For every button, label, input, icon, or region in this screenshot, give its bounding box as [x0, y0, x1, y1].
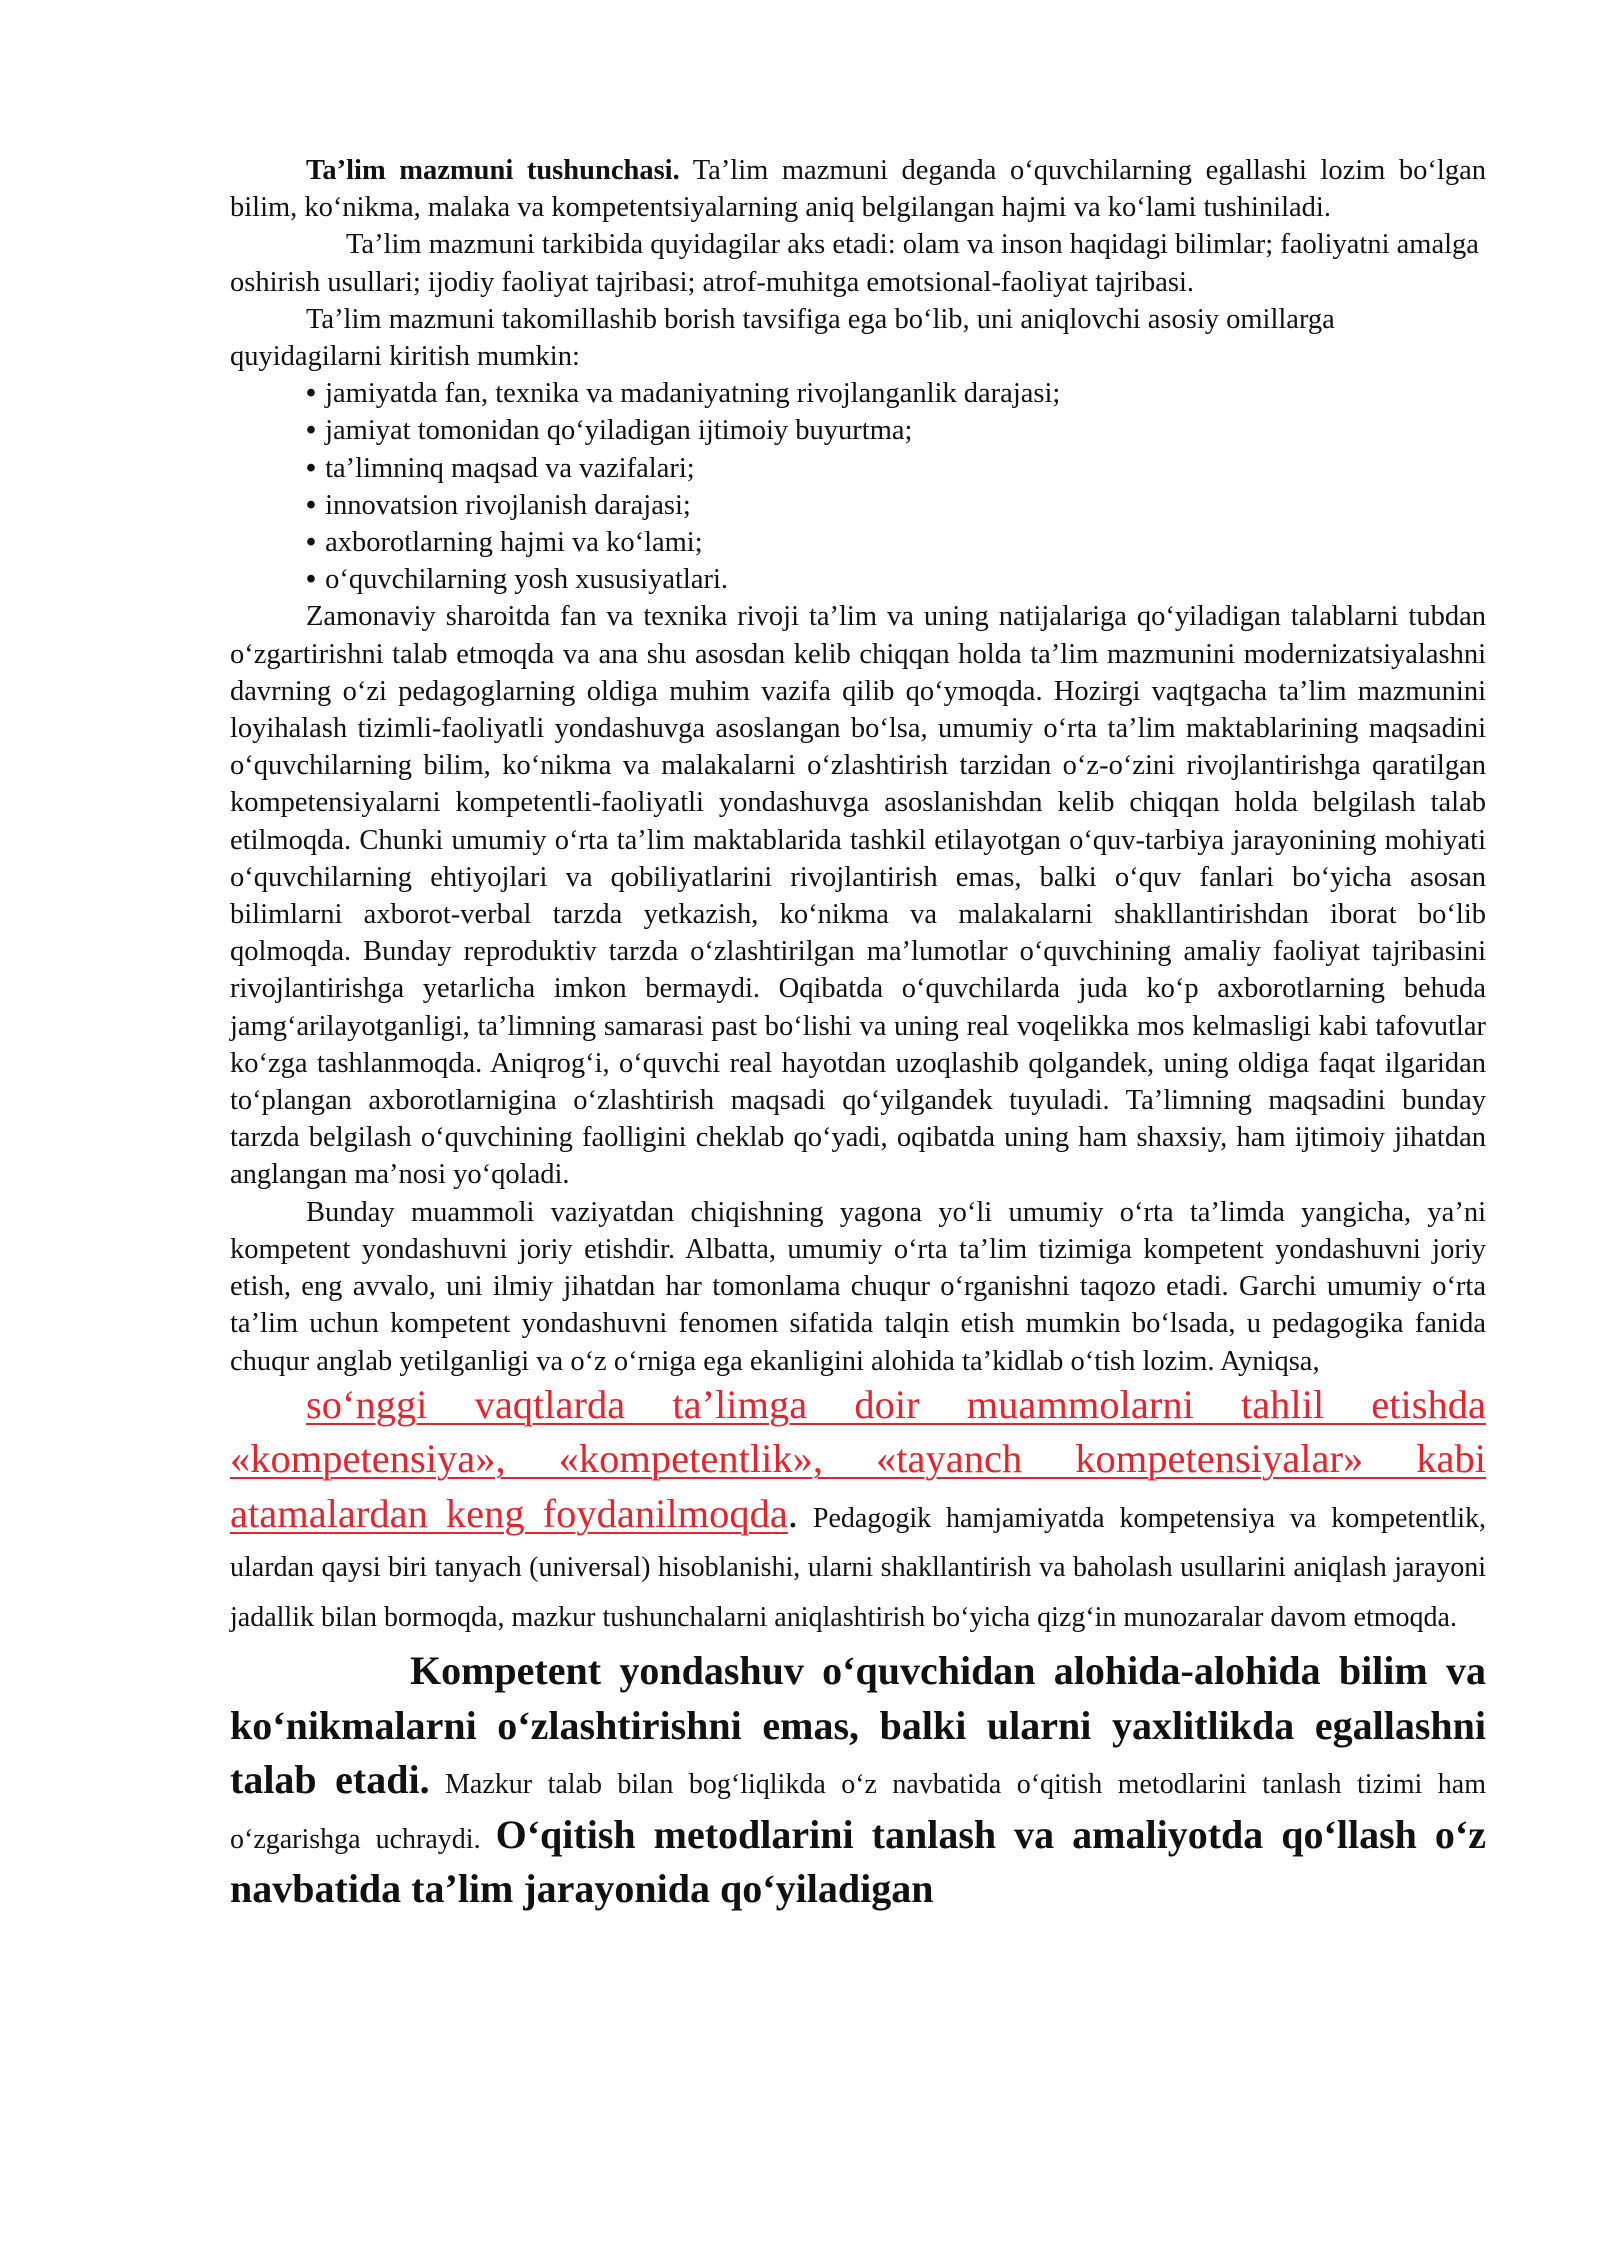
list-item [306, 412, 1486, 449]
list-item-text: innovatsion rivojlanish darajasi; [325, 489, 691, 521]
list-item-text: axborotlarning hajmi va ko‘lami; [325, 527, 703, 559]
section-heading: Ta’lim mazmuni tushunchasi [306, 155, 673, 186]
highlighted-text: so‘nggi vaqtlarda ta’limga doir muammolarni tahlil etishda «kompetensiya», «kompetentlik», «tayanch kompetensiyalar» kabi atamalardan keng foydanilmoqda [230, 1381, 1486, 1536]
bullet-icon: • [306, 378, 316, 410]
paragraph-factors-intro: Ta’lim mazmuni takomillashib borish tavsifiga ega bo‘lib, uni aniqlovchi asosiy omillarga quyidagilarni kiritish mumkin: [230, 303, 1335, 373]
heading-period: . [672, 155, 680, 186]
list-item [306, 487, 1486, 524]
paragraph-terms-text: Pedagogik hamjamiyatda kompetensiya va kompetentlik, ulardan qaysi biri tanyach (universal) hisoblanishi, ularni shakllantirish va baholash usullarini aniqlash jarayoni jadallik bilan bormoqda, mazkur tushunchalarni aniqlashtirish bo‘yicha qizg‘in munozaralar davom etmoqda. [230, 1502, 1487, 1633]
bold-statement-2: O‘qitish metodlarini tanlash va amaliyotda qo‘llash o‘z navbatida ta’lim jarayonida qo‘yiladigan [230, 1811, 1486, 1912]
list-item-text: ta’limninq maqsad va vazifalari; [325, 452, 695, 484]
list-item [306, 524, 1486, 561]
bullet-icon: • [306, 527, 316, 559]
factors-list [230, 375, 1486, 598]
bullet-icon: • [306, 489, 316, 521]
list-item-text: jamiyatda fan, texnika va madaniyatning rivojlanganlik darajasi; [325, 378, 1061, 410]
highlight-period: . [787, 1490, 798, 1536]
document-page [230, 152, 1486, 1919]
definition-text: Ta’lim mazmuni deganda o‘quvchilarning egallashi lozim bo‘lgan bilim, ko‘nikma, malaka va kompetentsiyalarning aniq belgilangan hajmi va ko‘lami tushiniladi. [230, 155, 1486, 224]
paragraph-terms-highlight [230, 1380, 1486, 1643]
list-item-text: jamiyat tomonidan qo‘yiladigan ijtimoiy buyurtma; [325, 415, 913, 447]
bullet-icon: • [306, 564, 316, 596]
paragraph-modern-conditions: Zamonaviy sharoitda fan va texnika rivoji ta’lim va uning natijalariga qo‘yiladigan talablarni tubdan o‘zgartirishni talab etmoqda va ana shu asosdan kelib chiqqan holda ta’lim mazmunini modernizatsiyalashni davrning o‘zi pedagoglarning oldiga muhim vazifa qilib qo‘ymoqda. Hozirgi vaqtgacha ta’lim mazmunini loyihalash tizimli-faoliyatli yondashuvga asoslangan bo‘lsa, umumiy o‘rta ta’lim maktablarining maqsadini o‘quvchilarning bilim, ko‘nikma va malakalarni o‘zlashtirish tarzidan o‘z-o‘zini rivojlantirishga qaratilgan kompetensiyalarni kompetentli-faoliyatli yondashuvga asoslanishdan kelib chiqqan holda belgilash talab etilmoqda. Chunki umumiy o‘rta ta’lim maktablarida tashkil etilayotgan o‘quv-tarbiya jarayonining mohiyati o‘quvchilarning ehtiyojlari va qobiliyatlarini rivojlantirish emas, balki o‘quv fanlari bo‘yicha asosan bilimlarni axborot-verbal tarzda yetkazish, ko‘nikma va malakalarni shakllantirishdan iborat bo‘lib qolmoqda. Bunday reproduktiv tarzda o‘zlashtirilgan ma’lumotlar o‘quvchining amaliy faoliyat tajribasini rivojlantirishga yetarlicha imkon bermaydi. Oqibatda o‘quvchilarda juda ko‘p axborotlarning behuda jamg‘arilayotganligi, ta’limning samarasi past bo‘lishi va uning real voqelikka mos kelmasligi kabi tafovutlar ko‘zga tashlanmoqda. Aniqrog‘i, o‘quvchi real hayotdan uzoqlashib qolgandek, uning oldiga faqat ilgaridan to‘plangan axborotlarnigina o‘zlashtirish maqsadi qo‘yilgandek tuyuladi. Ta’limning maqsadini bunday tarzda belgilash o‘quvchining faolligini cheklab qo‘yadi, oqibatda uning ham shaxsiy, ham ijtimoiy jihatdan anglangan ma’nosi yo‘qoladi. [230, 601, 1486, 1191]
list-item-text: o‘quvchilarning yosh xususiyatlari. [325, 564, 729, 596]
paragraph-methods [230, 1646, 1486, 1919]
list-item [306, 375, 1486, 412]
paragraph-definition [230, 152, 1486, 226]
paragraph-content-composition: Ta’lim mazmuni tarkibida quyidagilar aks etadi: olam va inson haqidagi bilimlar; faoliyatni amalga oshirish usullari; ijodiy faoliyat tajribasi; atrof-muhitga emotsional-faoliyat tajribasi. [230, 229, 1479, 298]
bullet-icon: • [306, 452, 316, 484]
list-item [306, 561, 1486, 598]
methods-text: Mazkur talab bilan bog‘liqlikda o‘z navbatida o‘qitish metodlarini tanlash tizimi ham o‘zgarishga uchraydi. [230, 1769, 1486, 1855]
bullet-icon: • [306, 415, 316, 447]
list-item [306, 450, 1486, 487]
bold-statement-1: Kompetent yondashuv o‘quvchidan alohida-alohida bilim va ko‘nikmalarni o‘zlashtirishni emas, balki ularni yaxlitlikda egallashni talab etadi. [230, 1648, 1486, 1803]
paragraph-competent-approach: Bunday muammoli vaziyatdan chiqishning yagona yo‘li umumiy o‘rta ta’limda yangicha, ya’ni kompetent yondashuvni joriy etishdir. Albatta, umumiy o‘rta ta’lim tizimiga kompetent yondashuvni joriy etish, eng avvalo, uni ilmiy jihatdan har tomonlama chuqur o‘rganishni taqozo etadi. Garchi umumiy o‘rta ta’lim uchun kompetent yondashuvni fenomen sifatida talqin etish mumkin bo‘lsada, u pedagogika fanida chuqur anglab yetilganligi va o‘z o‘rniga ega ekanligini alohida ta’kidlab o‘tish lozim. Ayniqsa, [230, 1196, 1486, 1377]
